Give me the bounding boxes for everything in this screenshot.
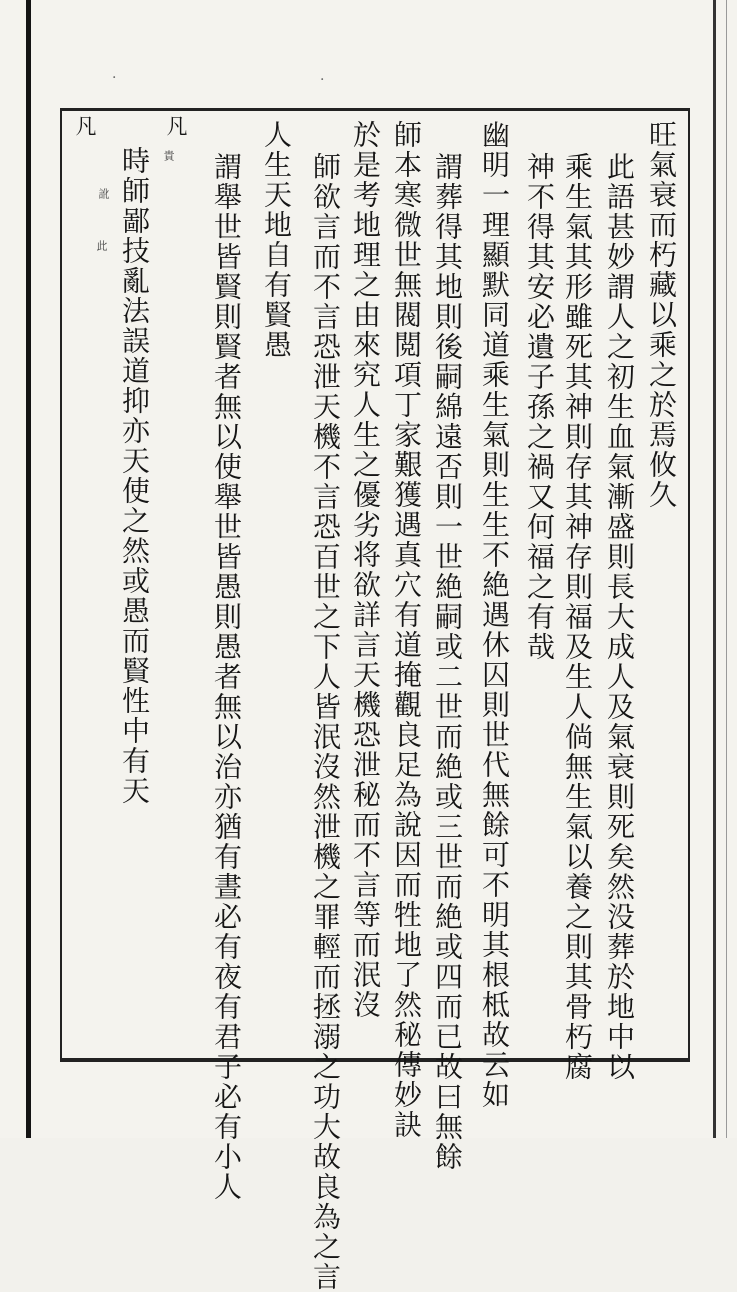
text-column-11: 謂舉世皆賢則賢者無以使舉世皆愚則愚者無以治亦猶有晝必有夜有君子必有小人 [210, 152, 243, 1202]
text-column-5: 幽明一理顯默同道乘生氣則生生不絶遇休囚則世代無餘可不明其根柢故云如 [478, 120, 511, 1110]
binding-edge-left [26, 0, 31, 1138]
text-column-12: 時師鄙技亂法誤道抑亦天使之然或愚而賢性中有天 [118, 146, 151, 806]
margin-speck: · [320, 72, 325, 88]
binding-edge-right [713, 0, 716, 1138]
page-edge-right [726, 0, 727, 1138]
small-note-top [165, 115, 191, 137]
text-column-7: 師本寒微世無閥閲項丁家艱獲遇真穴有道掩觀良足為說因而牲地了然秘傳妙訣 [390, 120, 423, 1140]
interlinear-annotation: 貴 [162, 150, 175, 161]
text-column-3: 乘生氣其形雖死其神則存其神存則福及生人倘無生氣以養之則其骨朽腐 [561, 152, 594, 1082]
margin-speck: · [112, 70, 117, 86]
text-column-2: 此語甚妙謂人之初生血氣漸盛則長大成人及氣衰則死矣然没葬於地中以 [603, 152, 636, 1082]
small-note-left [74, 115, 100, 137]
text-column-10: 人生天地自有賢愚 [260, 120, 293, 360]
text-column-6: 謂葬得其地則後嗣綿遠否則一世絶嗣或二世而絶或三世而絶或四而已故曰無餘 [431, 152, 464, 1172]
small-note-line: 凡 [164, 115, 188, 137]
text-column-8: 於是考地理之由來究人生之優劣将欲詳言天機恐泄秘而不言等而泯沒 [349, 120, 382, 1020]
text-column-9: 師欲言而不言恐泄天機不言恐百世之下人皆泯沒然泄機之罪輕而拯溺之功大故良為之言 [309, 152, 342, 1292]
text-column-4: 神不得其安必遺子孫之禍又何福之有哉 [523, 152, 556, 662]
small-note-line: 凡 [73, 115, 97, 137]
text-column-1: 旺氣衰而朽藏以乘之於焉攸久 [645, 120, 678, 510]
interlinear-annotation: 訛 [97, 188, 110, 199]
interlinear-annotation: 此 [95, 240, 108, 251]
